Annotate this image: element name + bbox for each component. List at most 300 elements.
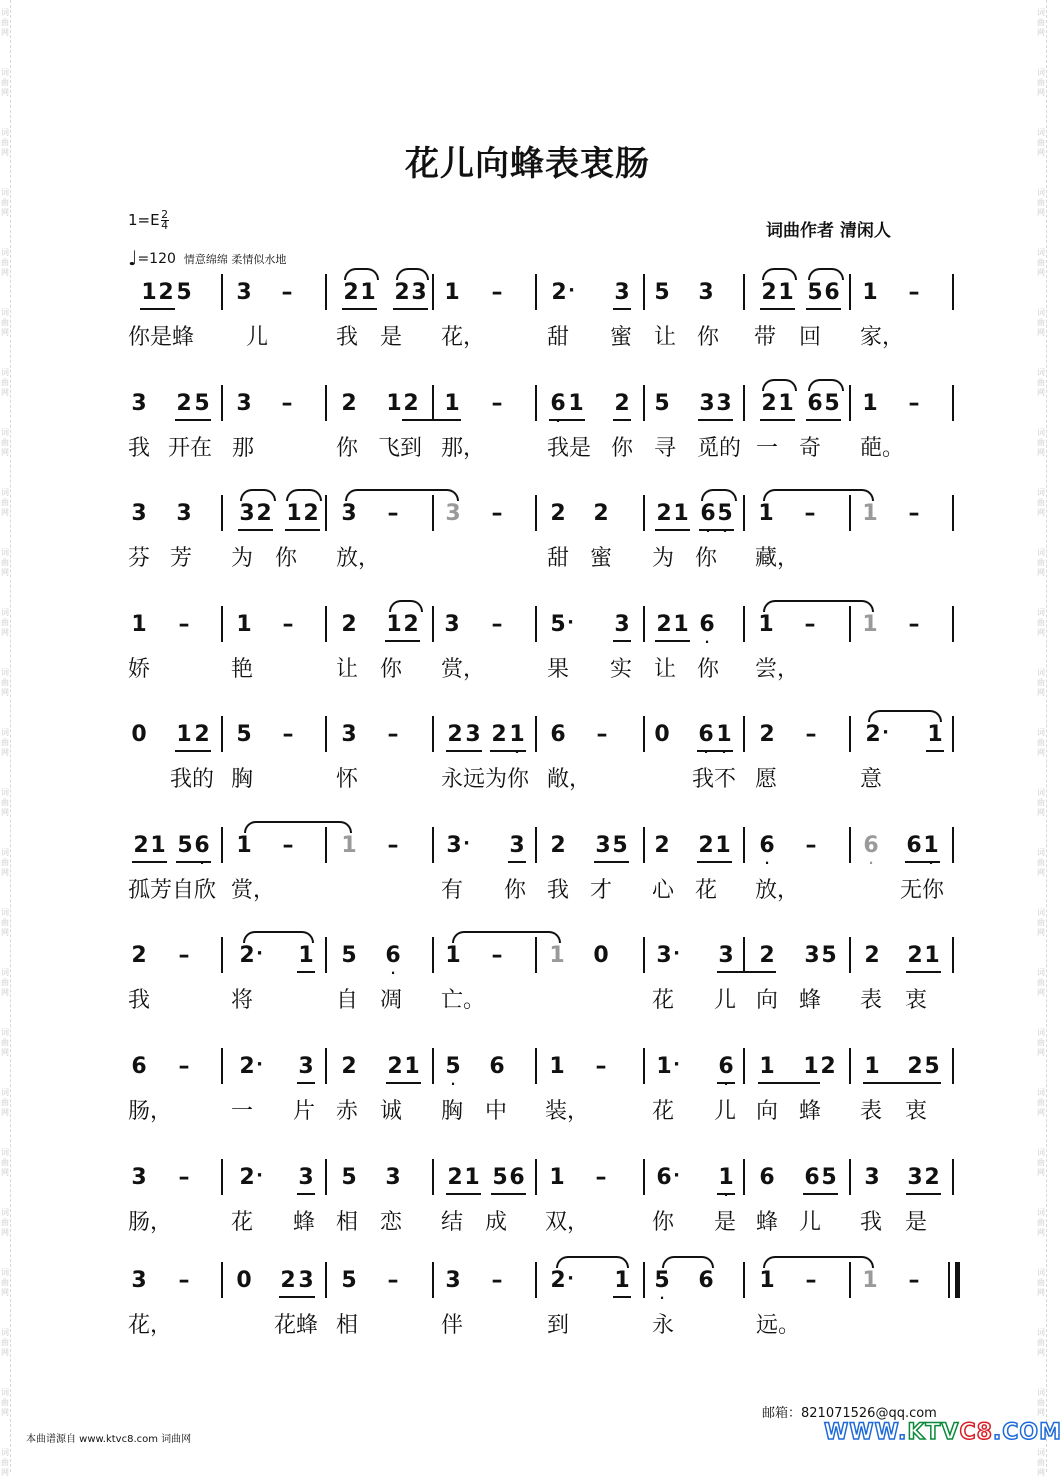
barline (325, 1262, 327, 1298)
watermark-glyph: 网 (1, 1468, 9, 1477)
lyric: 诚 (380, 1099, 403, 1124)
beam-underline (446, 1193, 481, 1195)
dot-mark: · (256, 1165, 263, 1186)
note: 3 (236, 280, 252, 305)
dash-sustain: – (804, 501, 816, 526)
dot-mark: · (567, 1268, 574, 1289)
note: 2 (341, 391, 357, 416)
tie-arc (808, 268, 844, 280)
barline (952, 606, 954, 642)
note: 1 (286, 501, 302, 526)
watermark-glyph: 网 (1037, 328, 1045, 337)
note: 2 (924, 1165, 940, 1190)
note: 3 (614, 280, 630, 305)
watermark-glyph: 网 (1037, 1048, 1045, 1057)
note: 1 (298, 943, 314, 968)
watermark-glyph: 词 (1, 548, 9, 557)
note: 1 (924, 943, 940, 968)
dash-sustain: – (596, 722, 608, 747)
note: 1 (927, 722, 943, 747)
note: 0 (131, 722, 147, 747)
watermark-glyph: 词 (1037, 548, 1045, 557)
note: 2 · (239, 1054, 263, 1079)
watermark-glyph: 词 (1, 1028, 9, 1037)
lyric: 你是蜂 (128, 325, 195, 350)
tie-arc (762, 379, 797, 391)
lyric: 衷 (905, 988, 928, 1013)
note: 2 (387, 1054, 403, 1079)
note: 2 (656, 612, 672, 637)
watermark-glyph: 曲 (1037, 258, 1045, 267)
dash-sustain: – (178, 1165, 190, 1190)
lyric: 花 (652, 1099, 675, 1124)
barline (221, 827, 223, 863)
note: 5 · (443, 1054, 463, 1080)
watermark-glyph: 网 (1037, 1108, 1045, 1117)
note: 1 (673, 612, 689, 637)
note: 3 (804, 943, 820, 968)
lyric: 你 (380, 657, 403, 682)
watermark-glyph: 词 (1037, 848, 1045, 857)
note: 1 (614, 1268, 630, 1293)
barline (743, 716, 745, 752)
beam-underline (803, 1193, 838, 1195)
lyric: 肠， (128, 1099, 173, 1124)
note: 1 (862, 612, 878, 637)
note: 1 · (716, 1165, 736, 1191)
note: 2 (614, 391, 630, 416)
watermark-glyph: 词 (1, 1388, 9, 1397)
lyric: 我 (128, 988, 151, 1013)
watermark-glyph: 网 (1037, 628, 1045, 637)
watermark-glyph: 曲 (1, 138, 9, 147)
lyric: 成 (485, 1210, 508, 1235)
note: 5 (821, 943, 837, 968)
watermark-glyph: 网 (1, 148, 9, 157)
note: 1 · (921, 833, 941, 859)
beam-underline (655, 640, 690, 642)
low-octave-dot: · (704, 635, 710, 649)
dash-sustain: – (387, 501, 399, 526)
barline (535, 1159, 537, 1195)
watermark-glyph: 曲 (1, 798, 9, 807)
note: 5 (341, 943, 357, 968)
note: 3 (131, 501, 147, 526)
watermark-glyph: 网 (1, 988, 9, 997)
lyric: 你 (697, 325, 720, 350)
lyric: 花 (695, 878, 718, 903)
lyric: 飞到 (378, 436, 423, 461)
lyric: 怀 (336, 767, 359, 792)
note: 5 (821, 1165, 837, 1190)
barline (535, 716, 537, 752)
watermark-glyph: 曲 (1037, 558, 1045, 567)
dash-sustain: – (491, 280, 503, 305)
tie-arc (244, 821, 352, 833)
watermark-glyph: 曲 (1, 498, 9, 507)
lyric: 花， (128, 1313, 173, 1338)
watermark-glyph: 网 (1, 508, 9, 517)
tie-arc (763, 489, 874, 501)
lyric: 到 (547, 1313, 570, 1338)
barline (743, 937, 745, 973)
lyric: 让 (336, 657, 359, 682)
lyric: 花 (231, 1210, 254, 1235)
note: 2 (256, 501, 272, 526)
barline (643, 937, 645, 973)
lyric: 伴 (441, 1313, 464, 1338)
lyric: 我 (860, 1210, 883, 1235)
low-octave-dot: · (659, 1291, 665, 1305)
beam-underline (906, 1082, 941, 1084)
note: 1 (444, 280, 460, 305)
lyric: 藏， (755, 546, 800, 571)
note: 2 (820, 1054, 836, 1079)
dot-mark: · (673, 943, 680, 964)
note: 5 (236, 722, 252, 747)
watermark-glyph: 词 (1, 308, 9, 317)
watermark-glyph: 曲 (1037, 198, 1045, 207)
dot-mark: · (256, 1054, 263, 1075)
note: 5 (176, 280, 192, 305)
barline (432, 606, 434, 642)
watermark-glyph: 词 (1, 1268, 9, 1277)
watermark-glyph: 曲 (1037, 1458, 1045, 1467)
barline (849, 274, 851, 310)
lyric: 艳 (231, 657, 254, 682)
lyric: 花， (441, 325, 486, 350)
watermark-glyph: 曲 (1, 198, 9, 207)
barline (849, 937, 851, 973)
note: 3 (864, 1165, 880, 1190)
left-watermark-strip (0, 0, 14, 1477)
lyric: 愿 (755, 767, 778, 792)
dot-mark: · (673, 1165, 680, 1186)
lyric: 远。 (756, 1313, 801, 1338)
watermark-glyph: 词 (1037, 968, 1045, 977)
note: 2 (341, 612, 357, 637)
note: 2 (447, 722, 463, 747)
low-octave-dot: · (199, 856, 205, 870)
dash-sustain: – (387, 722, 399, 747)
watermark-glyph: 网 (1, 388, 9, 397)
barline (952, 1159, 954, 1195)
watermark-glyph: 词 (1037, 1328, 1045, 1337)
barline (432, 1262, 434, 1298)
barline (432, 937, 434, 973)
low-octave-dot: · (390, 966, 396, 980)
barline (221, 495, 223, 531)
lyric: 你 (611, 436, 634, 461)
note: 1 (444, 391, 460, 416)
note: 3 (131, 1268, 147, 1293)
watermark-glyph: 曲 (1037, 1218, 1045, 1227)
barline (325, 1048, 327, 1084)
beam-underline (697, 750, 733, 752)
note: 5 · (652, 1268, 672, 1294)
low-octave-dot: · (928, 856, 934, 870)
note: 2 (550, 501, 566, 526)
beam-underline (238, 529, 273, 531)
watermark-glyph: 网 (1037, 388, 1045, 397)
note: 6 (489, 1054, 505, 1079)
watermark-glyph: 曲 (1037, 978, 1045, 987)
song-title: 花儿向蜂表衷肠 (405, 144, 650, 184)
lyric: 觅的 (697, 436, 742, 461)
tie-arc (344, 268, 379, 280)
watermark-glyph: 词 (1037, 428, 1045, 437)
low-octave-dot: · (450, 1077, 456, 1091)
beam-underline (508, 861, 526, 863)
watermark-glyph: 网 (1, 28, 9, 37)
barline (643, 716, 645, 752)
lyric: 家， (860, 325, 905, 350)
note: 3 · (656, 943, 680, 968)
watermark-glyph: 曲 (1037, 78, 1045, 87)
watermark-glyph: 词 (1, 1208, 9, 1217)
note: 5 (194, 391, 210, 416)
lyric: 我 (547, 878, 570, 903)
watermark-glyph: 曲 (1, 1218, 9, 1227)
barline (643, 606, 645, 642)
barline (743, 385, 745, 421)
barline (743, 827, 745, 863)
note: 2 (698, 833, 714, 858)
watermark-glyph: 曲 (1037, 1278, 1045, 1287)
barline (432, 1048, 434, 1084)
watermark-glyph: 网 (1, 1108, 9, 1117)
quarter-note-icon: ♩ (128, 246, 138, 270)
lyric: 那 (232, 436, 255, 461)
watermark-glyph: 曲 (1, 1038, 9, 1047)
barline (952, 937, 954, 973)
lyric: 衷 (905, 1099, 928, 1124)
watermark-glyph: 曲 (1037, 918, 1045, 927)
beam-underline (297, 1193, 315, 1195)
note: 1 (236, 612, 252, 637)
note: 2 (341, 1054, 357, 1079)
watermark-glyph: 曲 (1037, 438, 1045, 447)
note: 1 (778, 280, 794, 305)
note: 2 (403, 612, 419, 637)
lyric: 娇 (128, 657, 151, 682)
watermark-glyph: 曲 (1037, 1338, 1045, 1347)
note: 5 (654, 280, 670, 305)
lyric: 蜜 (610, 325, 633, 350)
dash-sustain: – (178, 612, 190, 637)
beam-underline (906, 1193, 941, 1195)
watermark-glyph: 词 (1, 428, 9, 437)
watermark-glyph: 网 (1, 688, 9, 697)
lyric: 结 (441, 1210, 464, 1235)
beam-underline (613, 308, 631, 310)
note: 3 (298, 1054, 314, 1079)
barline (221, 937, 223, 973)
tie-arc (452, 931, 561, 943)
note: 6 (804, 1165, 820, 1190)
note: 5 (807, 280, 823, 305)
barline (432, 827, 434, 863)
watermark-glyph: 网 (1037, 688, 1045, 697)
note: 2 (343, 280, 359, 305)
note: 2 · (239, 1165, 263, 1190)
barline (952, 1048, 954, 1084)
beam-underline (446, 750, 482, 752)
note: 1 (803, 1054, 819, 1079)
note: 3 (298, 1268, 314, 1293)
watermark-glyph: 词 (1, 8, 9, 17)
lyric: 你 (504, 878, 527, 903)
lyric: 相 (336, 1313, 359, 1338)
watermark-glyph: 词 (1037, 308, 1045, 317)
tie-arc (762, 268, 797, 280)
note: 1 (568, 391, 584, 416)
watermark-glyph: 网 (1037, 868, 1045, 877)
beam-underline (655, 529, 690, 531)
watermark-glyph: 网 (1, 1228, 9, 1237)
note: 2 (654, 833, 670, 858)
watermark-glyph: 曲 (1, 618, 9, 627)
beam-underline (906, 971, 941, 973)
watermark-glyph: 网 (1, 748, 9, 757)
note: 6 (131, 1054, 147, 1079)
note: 1 · (507, 722, 527, 748)
tie-arc (556, 1256, 629, 1268)
note: 2 (394, 280, 410, 305)
lyric: 胸 (441, 1099, 464, 1124)
barline (325, 937, 327, 973)
watermark-glyph: 词 (1, 128, 9, 137)
watermark-glyph: 网 (1037, 1168, 1045, 1177)
watermark-glyph: 词 (1, 968, 9, 977)
note: 1 (360, 280, 376, 305)
barline (535, 606, 537, 642)
lyric: 永 (652, 1313, 675, 1338)
watermark-glyph: 网 (1, 1408, 9, 1417)
note: 6 · (696, 722, 716, 748)
tie-arc (243, 931, 314, 943)
watermark-glyph: 曲 (1037, 1158, 1045, 1167)
watermark-glyph: 网 (1037, 748, 1045, 757)
beam-underline (717, 971, 735, 973)
watermark-glyph: 网 (1, 1288, 9, 1297)
lyric: 孤芳自欣 (128, 878, 217, 903)
watermark-glyph: 曲 (1, 558, 9, 567)
note: 6 · (383, 943, 403, 969)
note: 5 (924, 1054, 940, 1079)
beam-underline (698, 419, 733, 421)
note: 1 (862, 391, 878, 416)
tie-arc (763, 1256, 874, 1268)
barline (952, 716, 954, 752)
watermark-glyph: 网 (1037, 1468, 1045, 1477)
lyric: 芳 (170, 546, 193, 571)
dash-sustain: – (178, 1268, 190, 1293)
watermark-glyph: 词 (1037, 248, 1045, 257)
note: 2 · (551, 280, 575, 305)
beam-underline (905, 861, 940, 863)
dot-mark: · (256, 943, 263, 964)
note: 1 (759, 1054, 775, 1079)
note: 5 · (715, 501, 735, 527)
note: 0 (654, 722, 670, 747)
watermark-glyph: 网 (1037, 148, 1045, 157)
beam-underline (491, 1193, 526, 1195)
watermark-glyph: 曲 (1037, 738, 1045, 747)
dot-mark: · (567, 612, 574, 633)
dot-mark: · (463, 833, 470, 854)
note: 3 (131, 1165, 147, 1190)
note: 1 (150, 833, 166, 858)
beam-underline (342, 308, 377, 310)
lyric: 你 (695, 546, 718, 571)
barline (643, 827, 645, 863)
lyric: 自 (336, 988, 359, 1013)
barline (221, 1159, 223, 1195)
watermark-glyph: 词 (1037, 1388, 1045, 1397)
note: 2 (550, 833, 566, 858)
watermark-glyph: 词 (1037, 128, 1045, 137)
note: 1 (778, 391, 794, 416)
lyric: 回 (799, 325, 822, 350)
watermark-glyph: 曲 (1037, 378, 1045, 387)
barline (743, 495, 745, 531)
watermark-glyph: 曲 (1, 1158, 9, 1167)
watermark-glyph: 曲 (1037, 618, 1045, 627)
dash-sustain: – (281, 391, 293, 416)
note: 2 (864, 943, 880, 968)
barline (535, 1048, 537, 1084)
note: 1 (862, 501, 878, 526)
note: 2 (761, 391, 777, 416)
beam-underline (717, 1082, 735, 1084)
watermark-glyph: 网 (1, 448, 9, 457)
watermark-glyph: 词 (1, 1088, 9, 1097)
dash-sustain: – (908, 612, 920, 637)
watermark-glyph: 词 (1037, 668, 1045, 677)
note: 5 · (550, 612, 574, 637)
note: 2 (759, 722, 775, 747)
watermark-glyph: 网 (1, 868, 9, 877)
lyric: 甜 (547, 546, 570, 571)
note: 6 · (548, 391, 568, 417)
note: 3 (465, 722, 481, 747)
note: 3 · (446, 833, 470, 858)
low-octave-dot: · (722, 524, 728, 538)
lyric: 我 (128, 436, 151, 461)
lyric: 向 (756, 1099, 779, 1124)
note: 2 · (865, 722, 889, 747)
watermark-glyph: 词 (1037, 728, 1045, 737)
dash-sustain: – (491, 943, 503, 968)
watermark-glyph: 网 (1, 808, 9, 817)
note: 2 (447, 1165, 463, 1190)
beam-underline (175, 419, 211, 421)
watermark-glyph: 曲 (1, 978, 9, 987)
note: 6 · (656, 1165, 680, 1190)
beam-underline (594, 861, 629, 863)
watermark-glyph: 曲 (1, 438, 9, 447)
watermark-glyph: 曲 (1037, 798, 1045, 807)
lyric: 无你 (900, 878, 945, 903)
note: 3 (698, 280, 714, 305)
note: 3 (385, 1165, 401, 1190)
note: 3 (445, 501, 461, 526)
lyric: 意 (860, 767, 883, 792)
note: 0 (236, 1268, 252, 1293)
lyric: 一 (756, 436, 779, 461)
beam-underline (699, 529, 734, 531)
